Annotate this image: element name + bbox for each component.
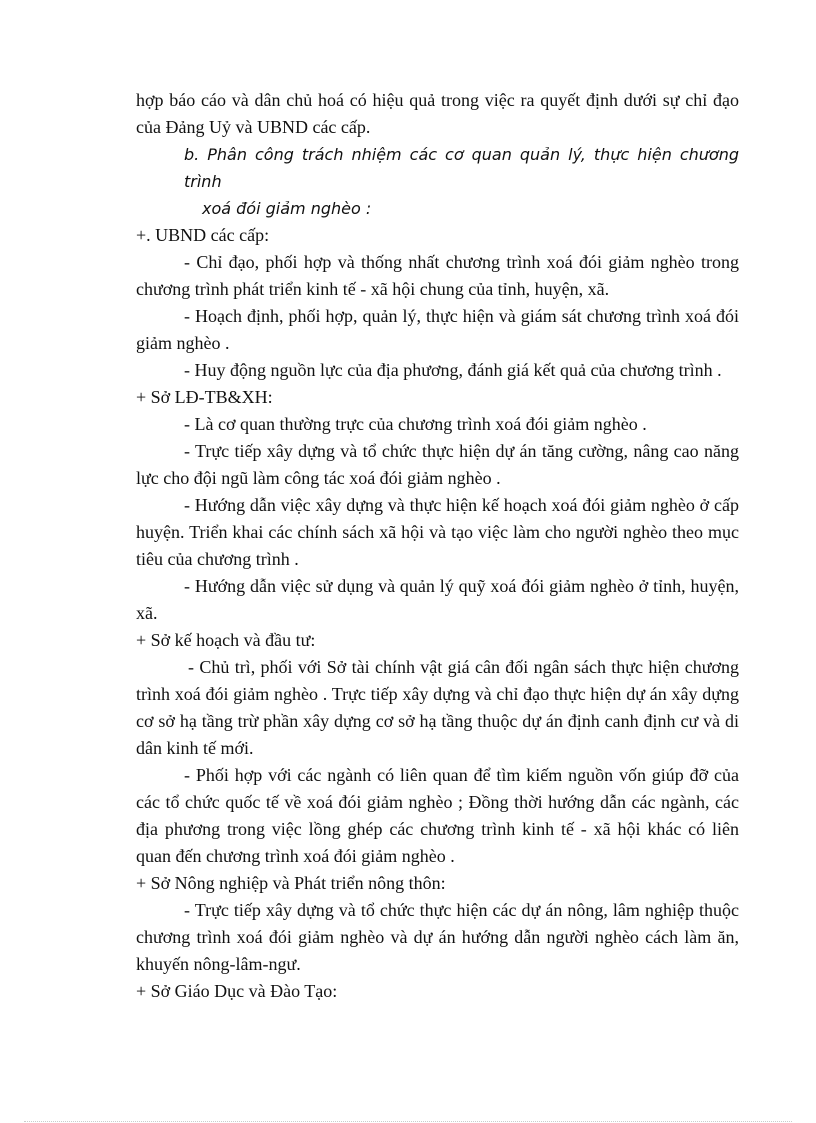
section-heading-khdt: + Sở kế hoạch và đầu tư: (136, 630, 316, 650)
list-item: - Phối hợp với các ngành có liên quan để tìm kiếm nguồn vốn giúp đỡ của các tổ chức quốc tế về xoá đói giảm nghèo ; Đồng thời hướng dẫn các ngành, các địa phương trong việc lồng ghép các chương trình kinh tế - xã hội khác có liên quan đến chương trình xoá đói giảm nghèo . (136, 765, 739, 866)
subheading-b (136, 141, 739, 222)
list-item: - Hoạch định, phối hợp, quản lý, thực hiện và giám sát chương trình xoá đói giảm nghèo . (136, 306, 739, 353)
section-heading-nnptnt: + Sở Nông nghiệp và Phát triển nông thôn: (136, 873, 446, 893)
list-item: - Huy động nguồn lực của địa phương, đánh giá kết quả của chương trình . (184, 360, 722, 380)
intro-paragraph: hợp báo cáo và dân chủ hoá có hiệu quả trong việc ra quyết định dưới sự chỉ đạo của Đảng Uỷ và UBND các cấp. (136, 90, 739, 137)
section-heading-ubnd: +. UBND các cấp: (136, 225, 270, 245)
document-page (136, 87, 739, 1005)
list-item: - Hướng dẫn việc sử dụng và quản lý quỹ xoá đói giảm nghèo ở tỉnh, huyện, xã. (136, 576, 739, 623)
section-heading-ldtbxh: + Sở LĐ-TB&XH: (136, 387, 273, 407)
section-heading-gddt: + Sở Giáo Dục và Đào Tạo: (136, 981, 338, 1001)
subheading-b-line1: b. Phân công trách nhiệm các cơ quan quản lý, thực hiện chương trình (184, 145, 739, 191)
list-item: - Trực tiếp xây dựng và tổ chức thực hiện dự án tăng cường, nâng cao năng lực cho đội ngũ làm công tác xoá đói giảm nghèo . (136, 441, 739, 488)
list-item: - Trực tiếp xây dựng và tổ chức thực hiện các dự án nông, lâm nghiệp thuộc chương trình xoá đói giảm nghèo và dự án hướng dẫn người nghèo cách làm ăn, khuyến nông-lâm-ngư. (136, 900, 739, 974)
list-item: - Chủ trì, phối với Sở tài chính vật giá cân đối ngân sách thực hiện chương trình xoá đói giảm nghèo . Trực tiếp xây dựng và chỉ đạo thực hiện dự án xây dựng cơ sở hạ tầng trừ phần xây dựng cơ sở hạ tầng thuộc dự án định canh định cư và di dân kinh tế mới. (136, 657, 739, 758)
page-bottom-divider (24, 1121, 792, 1122)
subheading-b-line2: xoá đói giảm nghèo : (202, 199, 372, 218)
list-item: - Là cơ quan thường trực của chương trình xoá đói giảm nghèo . (184, 414, 647, 434)
list-item: - Chỉ đạo, phối hợp và thống nhất chương trình xoá đói giảm nghèo trong chương trình phát triển kinh tế - xã hội chung của tỉnh, huyện, xã. (136, 252, 739, 299)
list-item: - Hướng dẫn việc xây dựng và thực hiện kế hoạch xoá đói giảm nghèo ở cấp huyện. Triển khai các chính sách xã hội và tạo việc làm cho người nghèo theo mục tiêu của chương trình . (136, 495, 739, 569)
